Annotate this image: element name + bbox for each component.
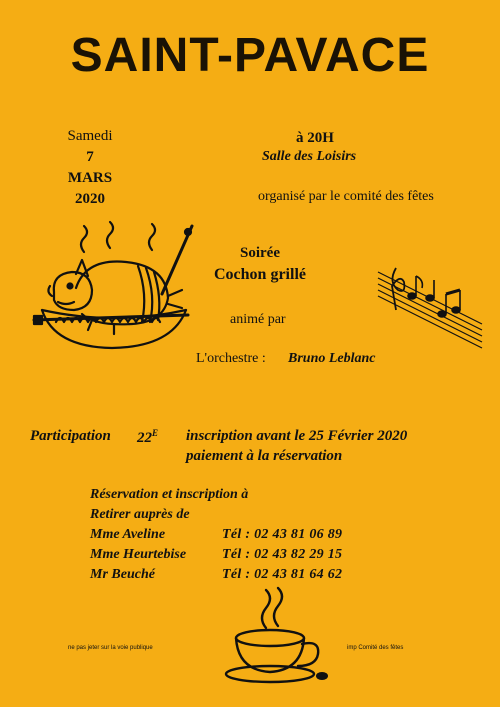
date-year: 2020	[75, 191, 105, 207]
contact-phone: Tél : 02 43 81 64 62	[222, 567, 343, 582]
orchestra-name: Bruno Leblanc	[288, 351, 376, 366]
date-day: 7	[86, 149, 94, 165]
event-venue: Salle des Loisirs	[262, 149, 357, 164]
music-notes-icon	[376, 262, 486, 352]
contact-name: Mme Heurtebise	[90, 547, 187, 562]
registration-deadline: inscription avant le 25 Février 2020	[186, 428, 408, 444]
participation-label: Participation	[30, 428, 111, 444]
footer-printer: imp Comité des fêtes	[347, 645, 404, 651]
participation-price	[137, 428, 158, 447]
footer-disclaimer: ne pas jeter sur la voie publique	[68, 645, 153, 651]
date-day-name: Samedi	[67, 128, 113, 144]
event-line-2: Cochon grillé	[214, 266, 306, 283]
date-month: MARS	[67, 170, 113, 186]
event-line-1: Soirée	[240, 245, 280, 261]
contact-name: Mme Aveline	[90, 527, 166, 542]
contact-phone: Tél : 02 43 82 29 15	[222, 547, 343, 562]
contact-name: Mr Beuché	[90, 567, 155, 582]
event-time: à 20H	[296, 130, 334, 146]
reservation-heading: Réservation et inscription à	[90, 487, 249, 502]
roast-pig-icon	[34, 222, 194, 342]
animated-by-label: animé par	[230, 312, 286, 327]
reservation-subheading: Retirer auprès de	[90, 507, 190, 522]
price-currency: E	[152, 428, 159, 438]
poster-title: SAINT-PAVACE	[70, 29, 430, 82]
contact-phone: Tél : 02 43 81 06 89	[222, 527, 343, 542]
payment-note: paiement à la réservation	[186, 448, 343, 464]
price-amount: 22	[137, 430, 152, 446]
coffee-cup-icon	[222, 588, 332, 688]
event-organizer: organisé par le comité des fêtes	[258, 189, 434, 204]
orchestra-label: L'orchestre :	[196, 351, 266, 366]
